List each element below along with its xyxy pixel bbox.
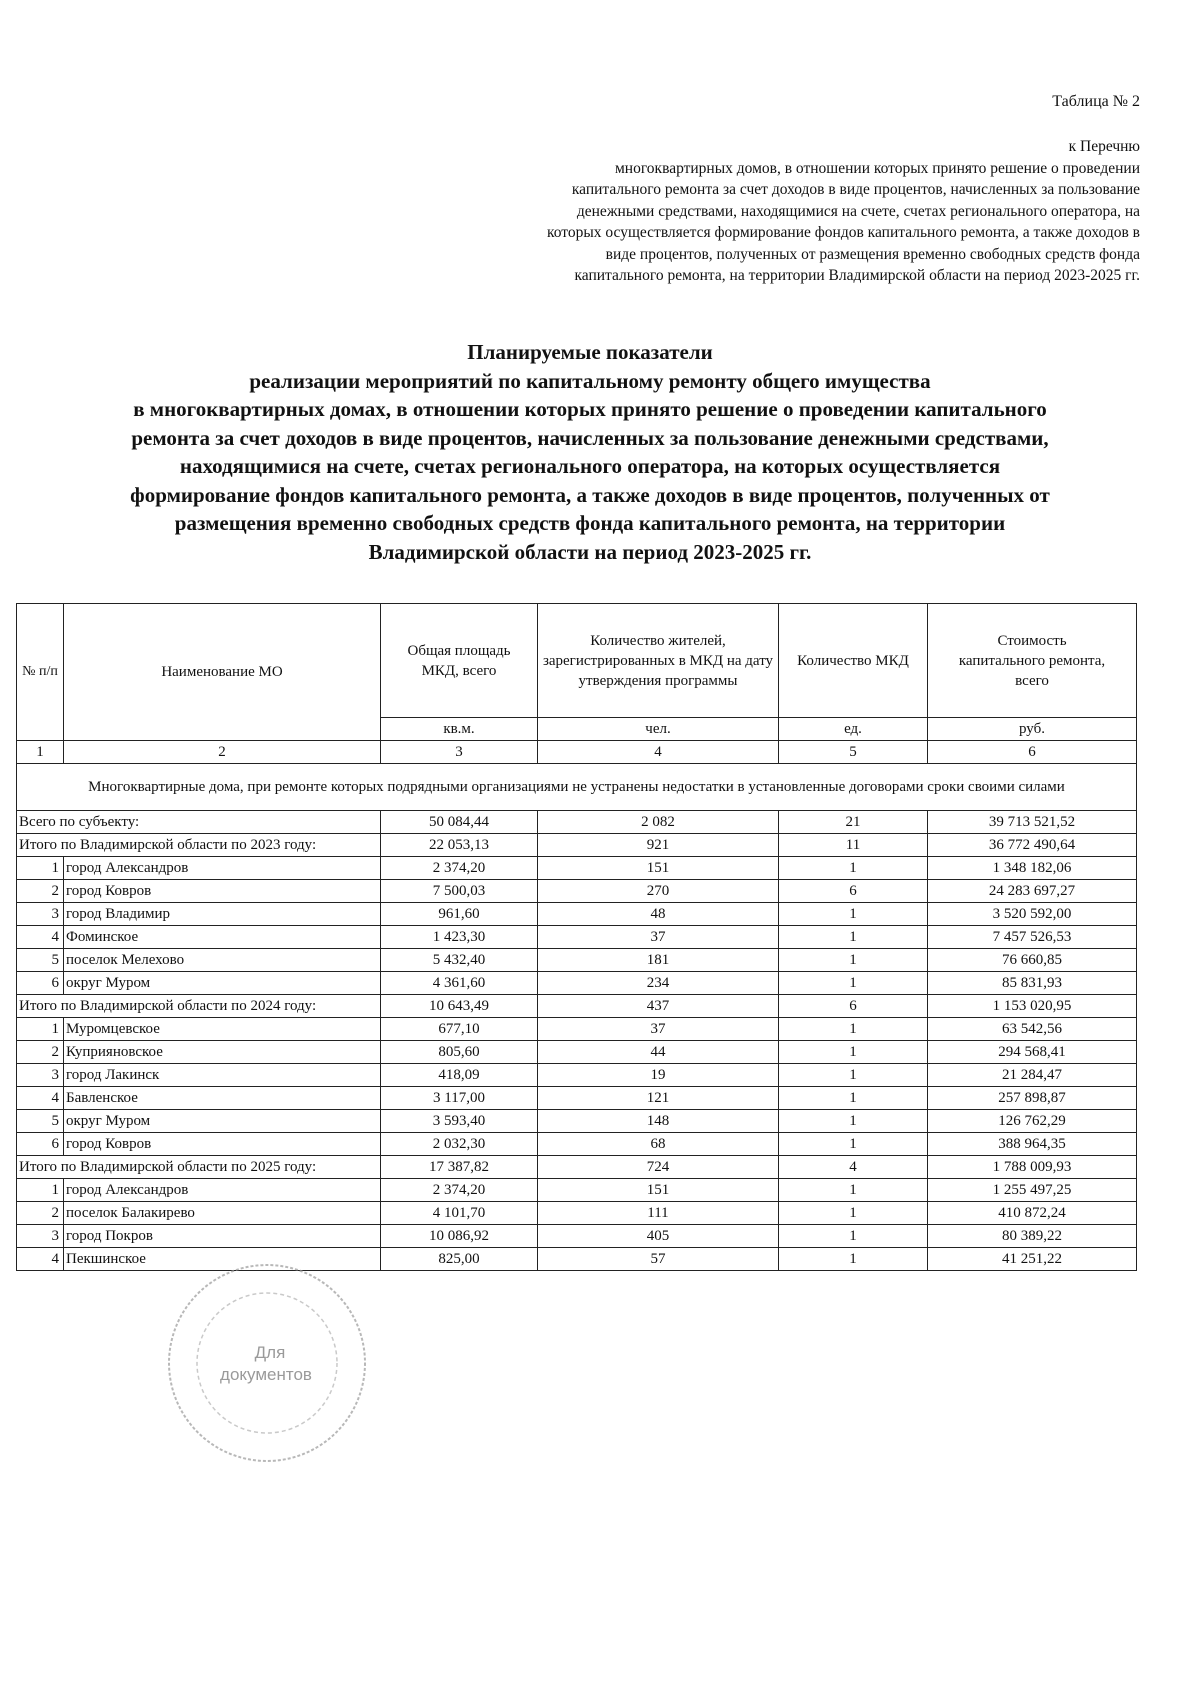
cell-count: 1 [779, 903, 928, 926]
cell-count: 1 [779, 1110, 928, 1133]
column-number: 4 [538, 741, 779, 764]
cell-residents: 19 [538, 1064, 779, 1087]
cell-cost: 3 520 592,00 [928, 903, 1137, 926]
row-number: 1 [17, 1018, 64, 1041]
cell-cost: 410 872,24 [928, 1202, 1137, 1225]
column-header: № п/п [17, 604, 64, 741]
indicators-table [16, 603, 1137, 1271]
table-row [17, 1202, 1137, 1225]
cell-area: 1 423,30 [381, 926, 538, 949]
cell-count: 1 [779, 1225, 928, 1248]
annex-line: которых осуществляется формирование фондов капитального ремонта, а также доходов в [547, 224, 1140, 241]
cell-area: 3 117,00 [381, 1087, 538, 1110]
year-total-cost: 36 772 490,64 [928, 834, 1137, 857]
row-number: 4 [17, 1087, 64, 1110]
total-label: Всего по субъекту: [17, 811, 381, 834]
stamp-text: документов [220, 1365, 312, 1384]
cell-count: 1 [779, 972, 928, 995]
cell-count: 1 [779, 1248, 928, 1271]
annex-line: капитального ремонта за счет доходов в виде процентов, начисленных за пользование [571, 181, 1140, 198]
cell-cost: 21 284,47 [928, 1064, 1137, 1087]
cell-residents: 121 [538, 1087, 779, 1110]
row-number: 3 [17, 1225, 64, 1248]
table-row [17, 1179, 1137, 1202]
municipality-name: Бавленское [64, 1087, 381, 1110]
row-number: 1 [17, 1179, 64, 1202]
section-title: Многоквартирные дома, при ремонте которых подрядными организациями не устранены недостатки в установленные договорами сроки своими силами [17, 764, 1137, 811]
unit-cell: чел. [538, 718, 779, 741]
cell-residents: 181 [538, 949, 779, 972]
cell-residents: 270 [538, 880, 779, 903]
municipality-name: город Лакинск [64, 1064, 381, 1087]
table-row [17, 880, 1137, 903]
column-number: 1 [17, 741, 64, 764]
municipality-name: округ Муром [64, 1110, 381, 1133]
column-header: Стоимость капитального ремонта, всего [928, 604, 1137, 718]
table-row [17, 1064, 1137, 1087]
year-total-label: Итого по Владимирской области по 2024 году: [17, 995, 381, 1018]
municipality-name: поселок Балакирево [64, 1202, 381, 1225]
year-total-area: 17 387,82 [381, 1156, 538, 1179]
annex-line: виде процентов, полученных от размещения временно свободных средств фонда [605, 245, 1140, 263]
row-number: 5 [17, 1110, 64, 1133]
column-header: Общая площадь МКД, всего [381, 604, 538, 718]
cell-area: 10 086,92 [381, 1225, 538, 1248]
year-total-count: 11 [779, 834, 928, 857]
stamp-text: Для [254, 1343, 286, 1362]
title-line: формирование фондов капитального ремонта, а также доходов в виде процентов, полученных от [130, 482, 1050, 507]
column-number: 2 [64, 741, 381, 764]
unit-cell: ед. [779, 718, 928, 741]
document-title [40, 338, 1140, 566]
section-title-row [17, 764, 1137, 811]
column-number: 5 [779, 741, 928, 764]
cell-residents: 405 [538, 1225, 779, 1248]
row-number: 3 [17, 1064, 64, 1087]
year-total-label: Итого по Владимирской области по 2023 году: [17, 834, 381, 857]
year-total-cost: 1 788 009,93 [928, 1156, 1137, 1179]
cell-count: 1 [779, 1041, 928, 1064]
cell-area: 2 374,20 [381, 857, 538, 880]
cell-count: 1 [779, 857, 928, 880]
municipality-name: город Ковров [64, 880, 381, 903]
column-number: 6 [928, 741, 1137, 764]
cell-count: 1 [779, 1018, 928, 1041]
row-number: 2 [17, 1041, 64, 1064]
annex-line: к Перечню [1068, 138, 1140, 155]
organization-stamp [162, 1258, 372, 1468]
municipality-name: Куприяновское [64, 1041, 381, 1064]
cell-cost: 76 660,85 [928, 949, 1137, 972]
cell-cost: 63 542,56 [928, 1018, 1137, 1041]
cell-area: 418,09 [381, 1064, 538, 1087]
cell-area: 2 374,20 [381, 1179, 538, 1202]
municipality-name: город Покров [64, 1225, 381, 1248]
cell-cost: 80 389,22 [928, 1225, 1137, 1248]
municipality-name: город Владимир [64, 903, 381, 926]
cell-area: 7 500,03 [381, 880, 538, 903]
title-line: Планируемые показатели [467, 340, 713, 364]
table-reference: Таблица № 2 [1052, 93, 1140, 110]
title-line: размещения временно свободных средств фонда капитального ремонта, на территории [174, 511, 1006, 535]
table-row [17, 1110, 1137, 1133]
cell-area: 4 361,60 [381, 972, 538, 995]
municipality-name: город Александров [64, 1179, 381, 1202]
total-cost: 39 713 521,52 [928, 811, 1137, 834]
title-line: в многоквартирных домах, в отношении которых принято решение о проведении капитального [133, 397, 1047, 421]
cell-area: 805,60 [381, 1041, 538, 1064]
total-count: 21 [779, 811, 928, 834]
year-total-row [17, 834, 1137, 857]
annex-line: денежными средствами, находящимися на счете, счетах регионального оператора, на [576, 202, 1140, 220]
year-total-row [17, 995, 1137, 1018]
year-total-residents: 437 [538, 995, 779, 1018]
year-total-count: 4 [779, 1156, 928, 1179]
annex-line: многоквартирных домов, в отношении которых принято решение о проведении [614, 159, 1140, 177]
grand-total-row [17, 811, 1137, 834]
table-row [17, 857, 1137, 880]
table-row [17, 1041, 1137, 1064]
municipality-name: город Ковров [64, 1133, 381, 1156]
municipality-name: город Александров [64, 857, 381, 880]
cell-area: 677,10 [381, 1018, 538, 1041]
table-row [17, 1087, 1137, 1110]
cell-cost: 41 251,22 [928, 1248, 1137, 1271]
column-numbers-row [17, 741, 1137, 764]
title-line: находящимися на счете, счетах регионального оператора, на которых осуществляется [179, 454, 1001, 478]
year-total-area: 10 643,49 [381, 995, 538, 1018]
cell-cost: 1 255 497,25 [928, 1179, 1137, 1202]
cell-cost: 7 457 526,53 [928, 926, 1137, 949]
row-number: 2 [17, 1202, 64, 1225]
unit-cell: руб. [928, 718, 1137, 741]
cell-residents: 151 [538, 857, 779, 880]
cell-area: 2 032,30 [381, 1133, 538, 1156]
cell-count: 1 [779, 1202, 928, 1225]
cell-residents: 48 [538, 903, 779, 926]
table-row [17, 949, 1137, 972]
table-row [17, 1018, 1137, 1041]
cell-cost: 294 568,41 [928, 1041, 1137, 1064]
cell-cost: 85 831,93 [928, 972, 1137, 995]
year-total-count: 6 [779, 995, 928, 1018]
total-residents: 2 082 [538, 811, 779, 834]
year-total-cost: 1 153 020,95 [928, 995, 1137, 1018]
cell-cost: 257 898,87 [928, 1087, 1137, 1110]
cell-residents: 148 [538, 1110, 779, 1133]
cell-count: 1 [779, 1133, 928, 1156]
year-total-area: 22 053,13 [381, 834, 538, 857]
cell-residents: 37 [538, 926, 779, 949]
municipality-name: Фоминское [64, 926, 381, 949]
table-row [17, 926, 1137, 949]
cell-area: 4 101,70 [381, 1202, 538, 1225]
row-number: 1 [17, 857, 64, 880]
annex-reference [440, 136, 1140, 287]
table-row [17, 972, 1137, 995]
cell-count: 1 [779, 1087, 928, 1110]
table-row [17, 1225, 1137, 1248]
cell-count: 1 [779, 926, 928, 949]
cell-cost: 1 348 182,06 [928, 857, 1137, 880]
cell-count: 1 [779, 1179, 928, 1202]
cell-area: 961,60 [381, 903, 538, 926]
cell-cost: 388 964,35 [928, 1133, 1137, 1156]
municipality-name: округ Муром [64, 972, 381, 995]
title-line: реализации мероприятий по капитальному ремонту общего имущества [249, 368, 931, 393]
column-header: Наименование МО [64, 604, 381, 741]
year-total-residents: 724 [538, 1156, 779, 1179]
title-line: Владимирской области на период 2023-2025 гг. [368, 539, 812, 564]
cell-residents: 111 [538, 1202, 779, 1225]
cell-cost: 126 762,29 [928, 1110, 1137, 1133]
cell-area: 825,00 [381, 1248, 538, 1271]
year-total-residents: 921 [538, 834, 779, 857]
annex-line: капитального ремонта, на территории Владимирской области на период 2023-2025 гг. [574, 267, 1140, 284]
cell-residents: 234 [538, 972, 779, 995]
year-total-row [17, 1156, 1137, 1179]
row-number: 4 [17, 926, 64, 949]
cell-count: 6 [779, 880, 928, 903]
cell-residents: 44 [538, 1041, 779, 1064]
row-number: 3 [17, 903, 64, 926]
cell-count: 1 [779, 1064, 928, 1087]
row-number: 4 [17, 1248, 64, 1271]
row-number: 6 [17, 1133, 64, 1156]
column-header: Количество МКД [779, 604, 928, 718]
municipality-name: Муромцевское [64, 1018, 381, 1041]
table-row [17, 1133, 1137, 1156]
cell-residents: 68 [538, 1133, 779, 1156]
row-number: 2 [17, 880, 64, 903]
cell-area: 3 593,40 [381, 1110, 538, 1133]
cell-residents: 57 [538, 1248, 779, 1271]
cell-residents: 151 [538, 1179, 779, 1202]
table-row [17, 903, 1137, 926]
cell-area: 5 432,40 [381, 949, 538, 972]
column-number: 3 [381, 741, 538, 764]
row-number: 6 [17, 972, 64, 995]
cell-residents: 37 [538, 1018, 779, 1041]
municipality-name: Пекшинское [64, 1248, 381, 1271]
row-number: 5 [17, 949, 64, 972]
total-area: 50 084,44 [381, 811, 538, 834]
municipality-name: поселок Мелехово [64, 949, 381, 972]
year-total-label: Итого по Владимирской области по 2025 году: [17, 1156, 381, 1179]
column-header: Количество жителей, зарегистрированных в МКД на дату утверждения программы [538, 604, 779, 718]
cell-cost: 24 283 697,27 [928, 880, 1137, 903]
cell-count: 1 [779, 949, 928, 972]
table-header-row [17, 604, 1137, 718]
unit-cell: кв.м. [381, 718, 538, 741]
title-line: ремонта за счет доходов в виде процентов, начисленных за пользование денежными средствами, [131, 425, 1049, 450]
